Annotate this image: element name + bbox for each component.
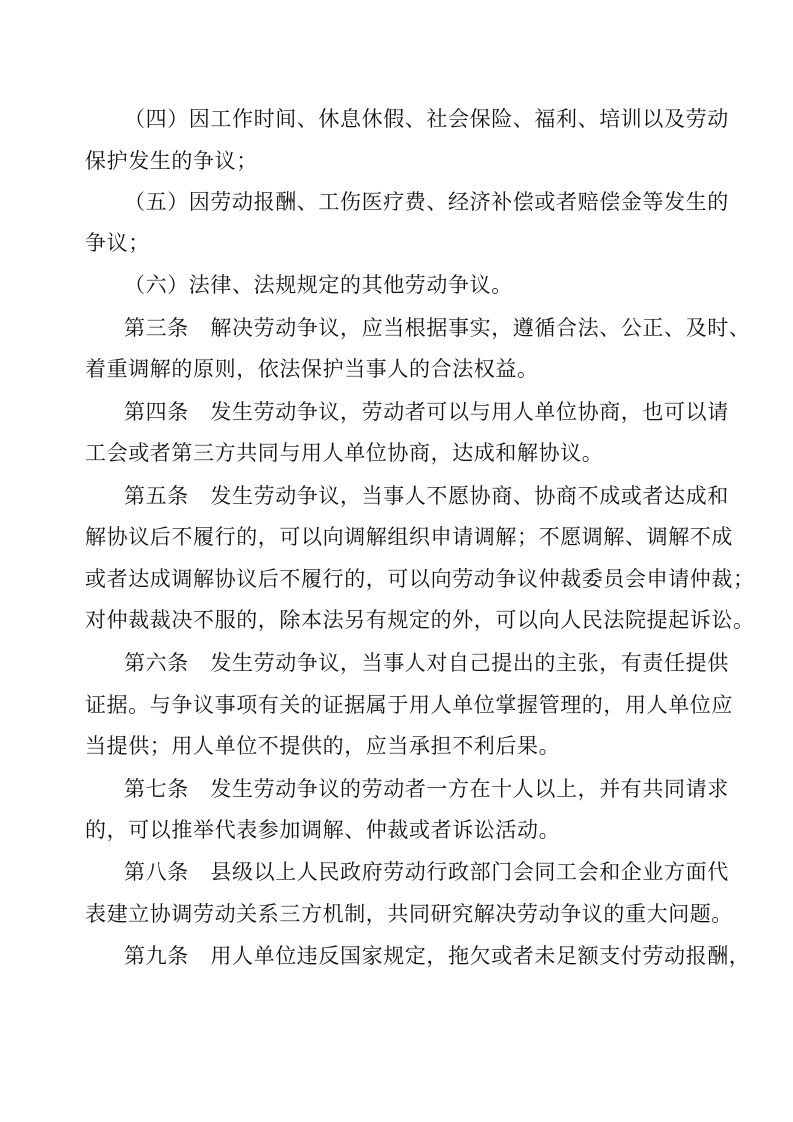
article-4-line-1: 第四条 发生劳动争议，劳动者可以与用人单位协商，也可以请 xyxy=(124,400,729,424)
article-9-line-1: 第九条 用人单位违反国家规定，拖欠或者未足额支付劳动报酬， xyxy=(124,944,751,968)
article-4-line-2: 工会或者第三方共同与用人单位协商，达成和解协议。 xyxy=(85,441,604,465)
article-7-line-1: 第七条 发生劳动争议的劳动者一方在十人以上，并有共同请求 xyxy=(124,777,729,801)
article-8-line-1: 第八条 县级以上人民政府劳动行政部门会同工会和企业方面代 xyxy=(124,860,729,884)
article-5-line-4: 对仲裁裁决不服的，除本法另有规定的外，可以向人民法院提起诉讼。 xyxy=(85,608,755,632)
article-5-line-3: 或者达成调解协议后不履行的，可以向劳动争议仲裁委员会申请仲裁； xyxy=(85,567,755,591)
clause-5-line-2: 争议； xyxy=(85,231,150,255)
article-5-line-2: 解协议后不履行的，可以向调解组织申请调解；不愿调解、调解不成 xyxy=(85,525,733,549)
article-3-line-1: 第三条 解决劳动争议，应当根据事实，遵循合法、公正、及时、 xyxy=(124,316,751,340)
article-7-line-2: 的，可以推举代表参加调解、仲裁或者诉讼活动。 xyxy=(85,818,561,842)
article-8-line-2: 表建立协调劳动关系三方机制，共同研究解决劳动争议的重大问题。 xyxy=(85,902,733,926)
article-6-line-3: 当提供；用人单位不提供的，应当承担不利后果。 xyxy=(85,734,561,758)
article-3-line-2: 着重调解的原则，依法保护当事人的合法权益。 xyxy=(85,357,539,381)
clause-4-line-2: 保护发生的争议； xyxy=(85,149,258,173)
clause-5-line-1: （五）因劳动报酬、工伤医疗费、经济补偿或者赔偿金等发生的 xyxy=(124,190,729,214)
article-5-line-1: 第五条 发生劳动争议，当事人不愿协商、协商不成或者达成和 xyxy=(124,484,729,508)
clause-4-line-1: （四）因工作时间、休息休假、社会保险、福利、培训以及劳动 xyxy=(124,107,729,131)
article-6-line-2: 证据。与争议事项有关的证据属于用人单位掌握管理的，用人单位应 xyxy=(85,693,733,717)
clause-6-line-1: （六）法律、法规规定的其他劳动争议。 xyxy=(124,273,513,297)
article-6-line-1: 第六条 发生劳动争议，当事人对自己提出的主张，有责任提供 xyxy=(124,651,729,675)
